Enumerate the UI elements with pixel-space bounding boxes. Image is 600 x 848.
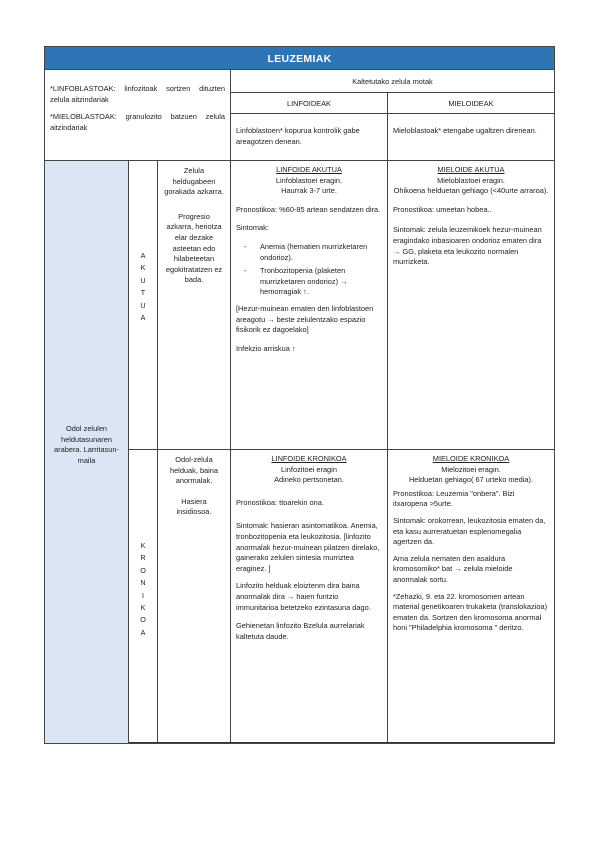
leukemia-table <box>44 46 555 743</box>
lymphoblast-definition: *LINFOBLASTOAK: linfozitoak sortzen dituzten zelula aitzindariak <box>50 84 225 104</box>
chronic-myeloid-title: MIELOIDE KRONIKOA <box>432 454 510 463</box>
myeloid-description: Mieloblastoak* etengabe ugaltzen direnean. <box>387 113 555 161</box>
chronic-letter: A <box>140 627 146 637</box>
chronic-description <box>157 449 231 744</box>
acute-lymphoid-note: [Hezur-muinean ematen den linfoblastoen areagotu → beste zelulentzako espazio fisikorik ez dagoelako] <box>236 303 374 335</box>
maturity-severity-text: Odol zelulen heldutasunaren arabera. Larritasun-maila <box>54 424 119 465</box>
lymphoid-column-header: LINFOIDEAK <box>230 92 388 114</box>
chronic-lymphoid-note: Linfozito helduak eloiztenm dira baina anormalak dira → haien funtzio immunitarioa betetzeko ezintasuna dago. <box>236 581 371 612</box>
chronic-lymphoid-cell <box>230 449 388 744</box>
chronic-lymphoid-extra: Gehienetan linfozito Bzelula aurrelariak kaltetuta daude. <box>236 621 365 641</box>
list-item: - Anemia (hematien murrizketaren ondorioz). <box>250 242 382 263</box>
chronic-lymphoid-symptoms: Sintomak: hasieran asintomatikoa. Anemia, tronbozitopenia eta leukozitosia. [linfozito anormalak hezur-muinean pilatzen direlako, gainerako zelulen sintesia murriztea eraginez. ] <box>236 521 380 573</box>
chronic-lymphoid-sub1: Linfozitoei eragin <box>281 464 337 474</box>
chronic-myeloid-note: *Zehazki, 9. eta 22. kromosomen artean material genetikoaren trukaketa (translokazioa) ematen da. Sortzen den kromosoma anormal honi "Philadelphia kromosoma " deritzo. <box>393 591 548 633</box>
myeloid-column-header: MIELOIDEAK <box>387 92 555 114</box>
acute-desc-2: Progresio azkarra, heriotza elar dezake asteetan edo hilabeteetan egokitratatzen ez bada. <box>165 211 223 285</box>
acute-letter: K <box>140 263 146 273</box>
chronic-myeloid-cause: Ama zelula nematen den asaldura kromosomiko* bat → zelula mieloide anormalak sortu. <box>393 553 513 584</box>
maturity-severity-label <box>44 160 129 744</box>
chronic-myeloid-cell <box>387 449 555 744</box>
chronic-myeloid-sub2: Helduetan gehiago( 67 urteko media). <box>408 475 534 485</box>
lymphoid-description: Linfoblastoen* kopurua kontrolik gabe areagotzen denean. <box>230 113 388 161</box>
myeloblast-definition: *MIELOBLASTOAK: granulozito batzuen zelula aitzindariak <box>50 112 225 132</box>
chronic-letter: N <box>140 578 146 588</box>
list-item: - Tronbozitopenia (plaketen murrizketaren ondorioz) → hemorragiak ↑. <box>250 266 382 298</box>
acute-lymphoid-sub1: Linfoblastoei eragin. <box>275 175 343 185</box>
acute-lymphoid-symptoms-label: Sintomak: <box>236 223 269 233</box>
acute-letter: U <box>140 275 146 285</box>
acute-myeloid-symptoms: Sintomak: zelula leuzemikoek hezur-muinean eragindako inbasioaren ondorioz ematen dira → GG, plaketa eta leukozito normalen murrizketa. <box>393 225 542 267</box>
acute-lymphoid-infection: Infekzio arriskua ↑ <box>236 343 296 353</box>
acute-myeloid-sub1: Mieloblastoei eragin. <box>437 175 505 185</box>
chronic-letter: K <box>140 541 146 550</box>
chronic-lymphoid-title: LINFOIDE KRONIKOA <box>271 454 347 463</box>
chronic-desc-2: Hasiera insidiosoa. <box>176 496 212 517</box>
table-title: LEUZEMIAK <box>44 46 555 70</box>
acute-myeloid-cell <box>387 160 555 450</box>
chronic-desc-1: Odol-zelula helduak, baina anormalak. <box>169 455 219 486</box>
affected-cell-types-header: Kaltetutako zelula motak <box>230 69 555 93</box>
acute-lymphoid-symptom-list <box>236 242 382 298</box>
acute-vertical-label <box>128 160 158 450</box>
acute-myeloid-prognosis: Pronostikoa: umeetan hobea.. <box>393 204 492 214</box>
acute-letter: U <box>140 300 146 310</box>
acute-letter: A <box>140 251 146 260</box>
chronic-lymphoid-prognosis: Pronostikoa: ttoarekin ona. <box>236 497 324 507</box>
acute-description <box>157 160 231 450</box>
acute-desc-1: Zelula heldugabeen gorakada azkarra. <box>164 166 224 197</box>
acute-lymphoid-sub2: Haurrak 3-7 urte. <box>281 186 337 196</box>
acute-letter: T <box>140 288 146 298</box>
acute-myeloid-sub2: Ohikoena helduetan gehiago (<40urte arraroa). <box>393 186 549 196</box>
chronic-letter: R <box>140 553 146 563</box>
chronic-letter: O <box>140 615 146 625</box>
chronic-myeloid-sub1: Mielozitoei eragin. <box>441 464 501 474</box>
chronic-myeloid-symptoms: Sintomak: orokorrean, leukozitosia ematen da, eta kasu aurreratuetan esplenomegalia agertzen da. <box>393 515 546 547</box>
definitions-cell <box>44 69 231 161</box>
chronic-letter: K <box>140 603 146 613</box>
chronic-myeloid-prognosis: Pronostikoa: Leuzemia "onbera". Bizi itxaropena >5urte. <box>393 488 515 509</box>
acute-myeloid-title: MIELOIDE AKUTUA <box>437 165 505 174</box>
acute-lymphoid-cell <box>230 160 388 450</box>
chronic-lymphoid-sub2: Adineko pertsonetan. <box>274 475 344 485</box>
chronic-letter: O <box>140 565 146 575</box>
chronic-letter: I <box>142 590 144 600</box>
acute-lymphoid-prognosis: Pronostikoa: %60-85 artean sendatzen dira. <box>236 204 381 214</box>
acute-lymphoid-title: LINFOIDE AKUTUA <box>276 165 342 174</box>
chronic-vertical-label <box>128 449 158 744</box>
acute-letter: A <box>140 313 146 323</box>
